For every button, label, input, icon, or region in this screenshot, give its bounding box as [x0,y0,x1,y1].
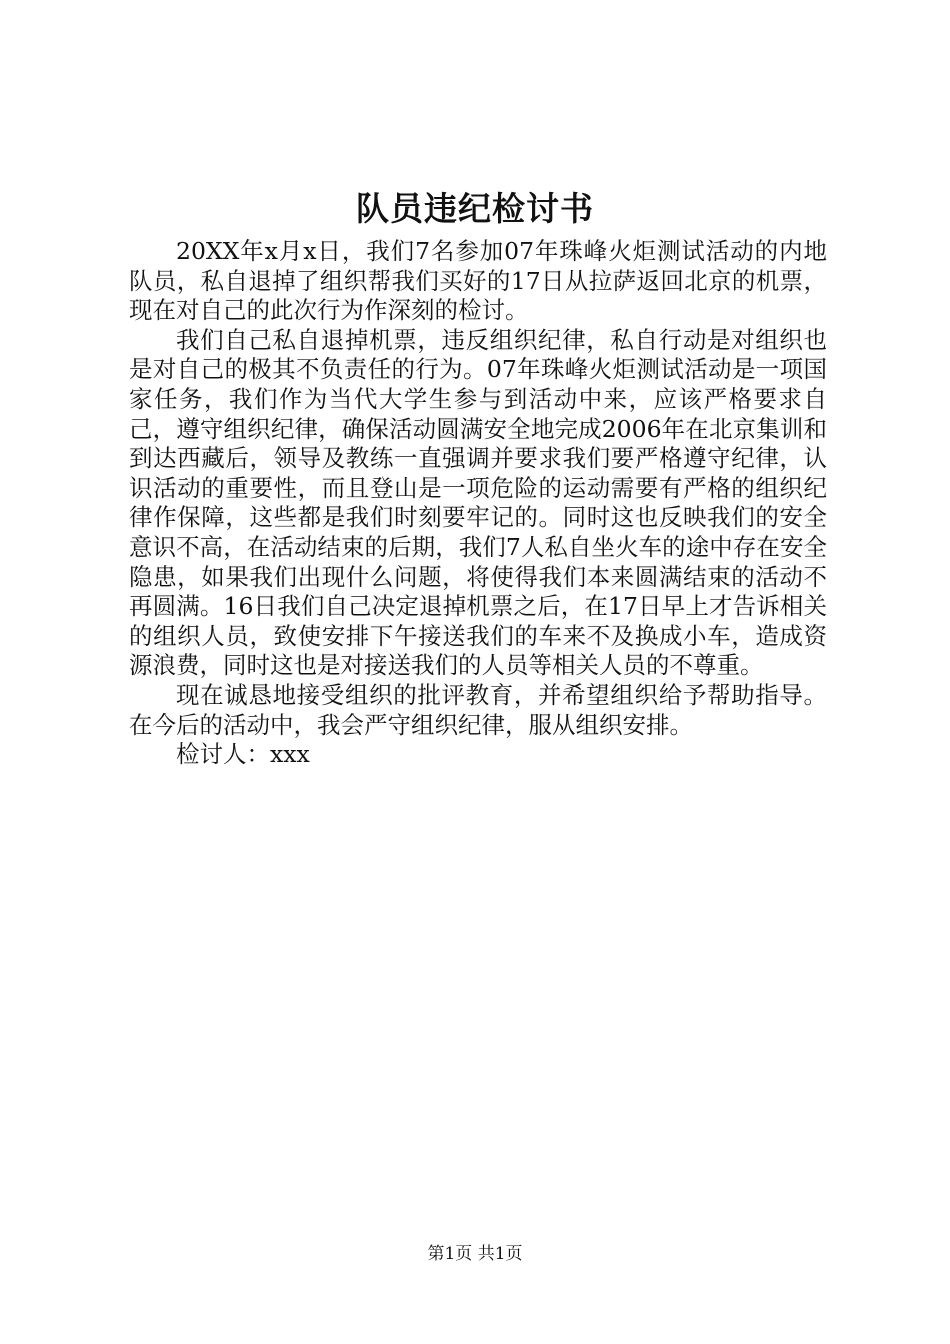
paragraph-2: 我们自己私自退掉机票，违反组织纪律，私自行动是对组织也是对自己的极其不负责任的行为。07年珠峰火炬测试活动是一项国家任务，我们作为当代大学生参与到活动中来，应该严格要求自己，遵守组织纪律，确保活动圆满安全地完成2006年在北京集训和到达西藏后，领导及教练一直强调并要求我们要严格遵守纪律，认识活动的重要性，而且登山是一项危险的运动需要有严格的组织纪律作保障，这些都是我们时刻要牢记的。同时这也反映我们的安全意识不高，在活动结束的后期，我们7人私自坐火车的途中存在安全隐患，如果我们出现什么问题，将使得我们本来圆满结束的活动不再圆满。16日我们自己决定退掉机票之后，在17日早上才告诉相关的组织人员，致使安排下午接送我们的车来不及换成小车，造成资源浪费，同时这也是对接送我们的人员等相关人员的不尊重。 [129,325,827,680]
document-body [129,237,827,770]
page-footer: 第1页 共1页 [427,1244,523,1264]
document-title: 队员违纪检讨书 [356,189,594,228]
paragraph-1: 20XX年x月x日，我们7名参加07年珠峰火炬测试活动的内地队员，私自退掉了组织帮我们买好的17日从拉萨返回北京的机票，现在对自己的此次行为作深刻的检讨。 [129,237,827,325]
signature-line: 检讨人：xxx [176,740,310,769]
paragraph-3: 现在诚恳地接受组织的批评教育，并希望组织给予帮助指导。在今后的活动中，我会严守组织纪律，服从组织安排。 [129,680,827,739]
